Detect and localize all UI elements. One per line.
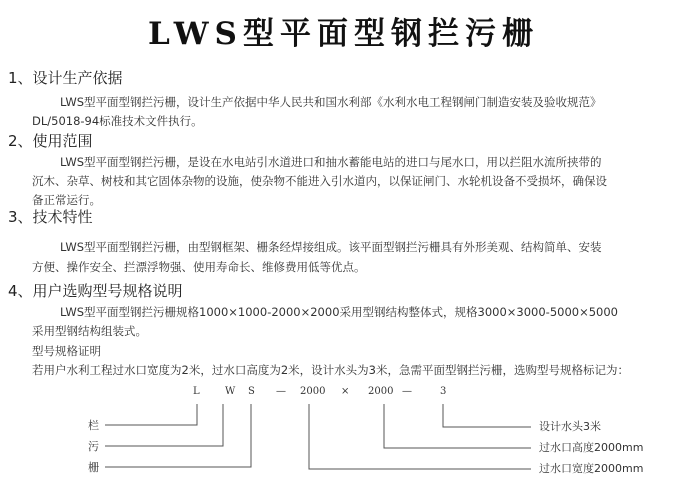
paragraph-line: LWS型平面型钢拦污栅，是设在水电站引水道进口和抽水蓄能电站的进口与尾水口，用以拦阻水流所挟带的 bbox=[60, 155, 602, 169]
code-char: — bbox=[276, 386, 286, 397]
page-title: LWS型平面型钢拦污栅 bbox=[148, 16, 539, 52]
connector-line bbox=[443, 404, 531, 427]
section-heading-4: 4、用户选购型号规格说明 bbox=[8, 282, 183, 300]
paragraph-line: 方便、操作安全、拦漂浮物强、使用寿命长、维修费用低等优点。 bbox=[32, 260, 366, 274]
left-label: 污 bbox=[88, 440, 99, 453]
section-heading-1: 1、设计生产依据 bbox=[8, 69, 123, 87]
paragraph-line: LWS型平面型钢拦污栅，由型钢框架、栅条经焊接组成。该平面型钢拦污栅具有外形美观、结构简单、安装 bbox=[60, 240, 602, 254]
paragraph-line: LWS型平面型钢拦污栅，设计生产依据中华人民共和国水利部《水利水电工程钢闸门制造安装及验收规范》 bbox=[60, 95, 602, 109]
section-heading-2: 2、使用范围 bbox=[8, 132, 93, 150]
code-char: × bbox=[341, 386, 350, 397]
connector-line bbox=[105, 404, 197, 425]
code-char: 2000 bbox=[300, 386, 326, 397]
right-label: 过水口宽度2000mm bbox=[539, 462, 644, 475]
code-char: S bbox=[248, 386, 255, 397]
paragraph-line: LWS型平面型钢拦污栅规格1000×1000-2000×2000采用型钢结构整体式，规格3000×3000-5000×5000 bbox=[60, 305, 618, 319]
right-label: 过水口高度2000mm bbox=[539, 441, 644, 454]
left-label: 栏 bbox=[88, 419, 99, 432]
code-char: 2000 bbox=[368, 386, 394, 397]
left-label: 栅 bbox=[88, 461, 99, 474]
paragraph-line: DL/5018-94标准技术文件执行。 bbox=[32, 114, 203, 128]
section-heading-3: 3、技术特性 bbox=[8, 208, 93, 226]
code-char: — bbox=[402, 386, 412, 397]
connector-line bbox=[105, 404, 251, 467]
connector-line bbox=[384, 404, 531, 448]
code-char: 3 bbox=[440, 386, 447, 397]
paragraph-line: 型号规格证明 bbox=[32, 344, 101, 358]
paragraph-line: 沉木、杂草、树枝和其它固体杂物的设施，使杂物不能进入引水道内，以保证闸门、水轮机设备不受损坏，确保设 bbox=[32, 174, 607, 188]
paragraph-line: 备正常运行。 bbox=[32, 193, 101, 207]
right-label: 设计水头3米 bbox=[539, 420, 601, 433]
code-char: L bbox=[193, 386, 200, 397]
code-char: W bbox=[225, 386, 236, 397]
connector-line bbox=[309, 404, 531, 469]
paragraph-line: 采用型钢结构组装式。 bbox=[32, 324, 147, 338]
paragraph-line: 若用户水利工程过水口宽度为2米，过水口高度为2米，设计水头为3米，急需平面型钢拦污栅，选购型号规格标记为： bbox=[32, 363, 629, 377]
